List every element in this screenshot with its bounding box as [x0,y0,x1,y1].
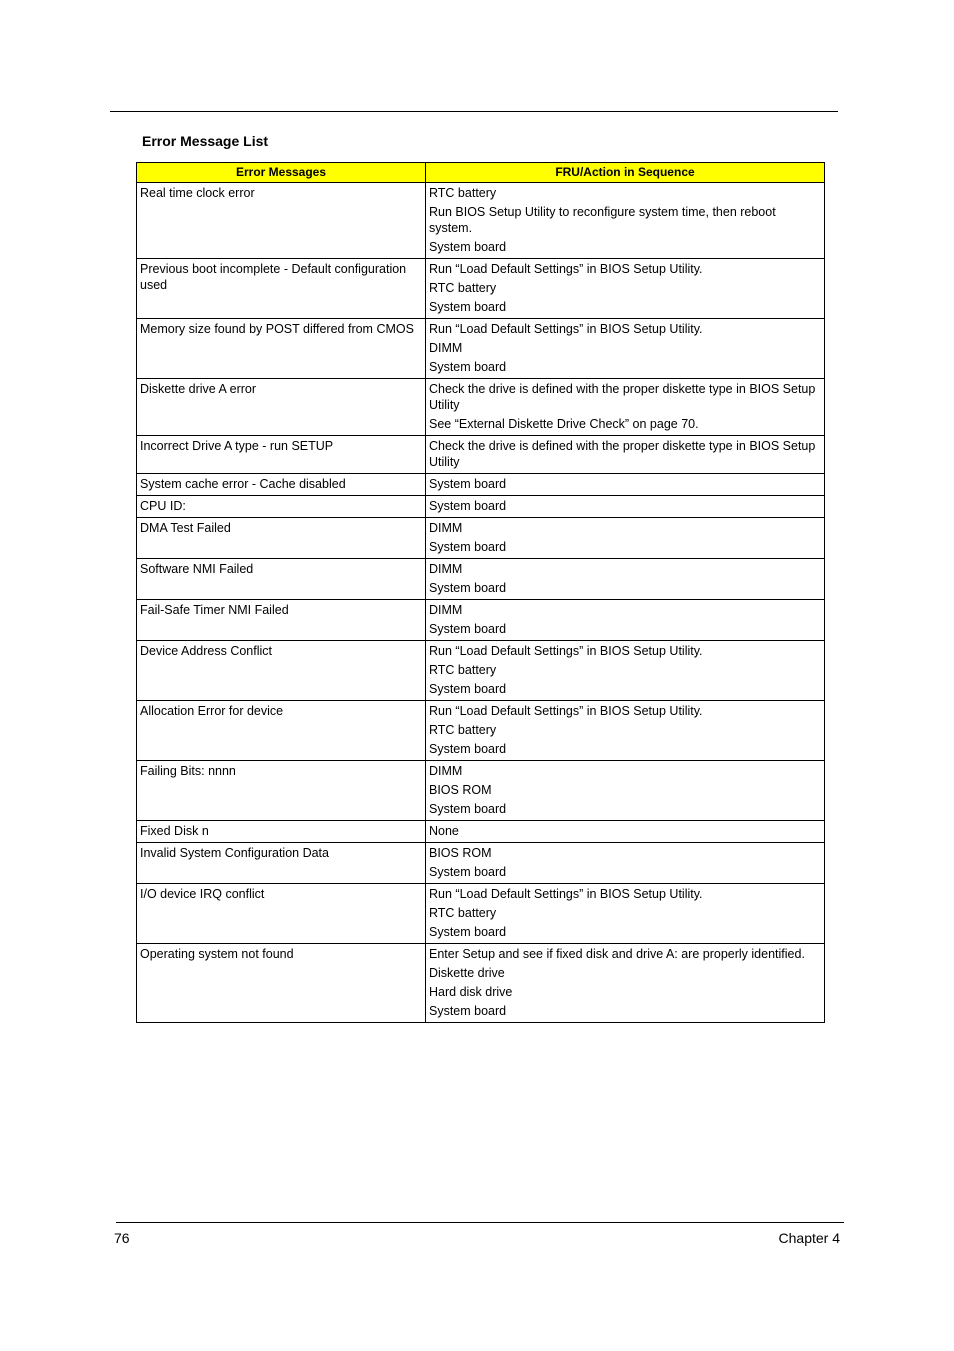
table-row [137,559,825,600]
fru-action-item: DIMM [429,764,463,778]
chapter-label: Chapter 4 [778,1230,840,1246]
table-row [137,474,825,496]
table-row [137,641,825,701]
table-row [137,518,825,559]
fru-action-cell [426,518,825,559]
error-message-text: Real time clock error [140,186,255,200]
fru-action-item: DIMM [429,562,463,576]
fru-action-item: None [429,824,459,838]
error-message-text: Incorrect Drive A type - run SETUP [140,439,334,453]
error-message-text: Operating system not found [140,947,294,961]
table-body [137,183,825,1023]
fru-action-cell [426,944,825,1023]
table-row [137,884,825,944]
table-row [137,496,825,518]
error-message-cell [137,259,426,319]
fru-action-cell [426,474,825,496]
page-number: 76 [114,1230,130,1246]
table-row [137,761,825,821]
fru-action-item: Run BIOS Setup Utility to reconfigure system time, then reboot system. [429,205,776,235]
fru-action-item: BIOS ROM [429,846,492,860]
error-message-cell [137,821,426,843]
fru-action-cell [426,436,825,474]
error-message-cell [137,600,426,641]
fru-action-item: Hard disk drive [429,985,513,999]
fru-action-item: Diskette drive [429,966,505,980]
column-header-fru-action: FRU/Action in Sequence [426,163,825,183]
fru-action-cell [426,183,825,259]
error-message-text: Software NMI Failed [140,562,254,576]
fru-action-item: DIMM [429,603,463,617]
error-message-text: Fixed Disk n [140,824,209,838]
fru-action-item: Run “Load Default Settings” in BIOS Setup Utility. [429,644,703,658]
error-message-text: Diskette drive A error [140,382,257,396]
fru-action-cell [426,496,825,518]
table-row [137,183,825,259]
fru-action-item: System board [429,622,507,636]
header-rule [110,111,838,112]
error-message-cell [137,474,426,496]
fru-action-item: System board [429,1004,507,1018]
table-row [137,319,825,379]
error-message-cell [137,761,426,821]
fru-action-item: Enter Setup and see if fixed disk and drive A: are properly identified. [429,947,805,961]
error-message-cell [137,436,426,474]
error-message-text: Previous boot incomplete - Default configuration used [140,262,407,292]
fru-action-item: System board [429,802,507,816]
fru-action-item: RTC battery [429,906,497,920]
error-message-cell [137,884,426,944]
error-message-text: Allocation Error for device [140,704,284,718]
fru-action-item: System board [429,742,507,756]
fru-action-cell [426,600,825,641]
fru-action-item: RTC battery [429,186,497,200]
error-message-cell [137,843,426,884]
fru-action-item: Check the drive is defined with the proper diskette type in BIOS Setup Utility [429,382,816,412]
error-message-text: CPU ID: [140,499,186,513]
error-message-text: DMA Test Failed [140,521,231,535]
table-row [137,600,825,641]
fru-action-cell [426,761,825,821]
fru-action-item: BIOS ROM [429,783,492,797]
fru-action-item: RTC battery [429,723,497,737]
error-message-text: Invalid System Configuration Data [140,846,329,860]
fru-action-item: System board [429,865,507,879]
fru-action-item: System board [429,240,507,254]
table-row [137,259,825,319]
error-message-text: Memory size found by POST differed from CMOS [140,322,414,336]
fru-action-item: RTC battery [429,281,497,295]
fru-action-cell [426,319,825,379]
error-message-text: Device Address Conflict [140,644,273,658]
fru-action-item: System board [429,682,507,696]
fru-action-cell [426,641,825,701]
error-message-cell [137,559,426,600]
fru-action-item: System board [429,477,507,491]
footer-rule [116,1222,844,1223]
error-message-cell [137,496,426,518]
fru-action-cell [426,821,825,843]
fru-action-item: System board [429,300,507,314]
error-message-cell [137,183,426,259]
section-title: Error Message List [142,133,269,149]
fru-action-cell [426,843,825,884]
fru-action-item: See “External Diskette Drive Check” on page 70. [429,417,699,431]
error-message-cell [137,319,426,379]
fru-action-item: System board [429,925,507,939]
fru-action-cell [426,379,825,436]
table-row [137,944,825,1023]
error-message-cell [137,944,426,1023]
table-header-row [137,163,825,183]
error-message-text: Fail-Safe Timer NMI Failed [140,603,289,617]
error-message-cell [137,518,426,559]
error-message-text: Failing Bits: nnnn [140,764,236,778]
error-message-cell [137,379,426,436]
error-message-table [136,162,825,1023]
error-message-cell [137,641,426,701]
table-row [137,379,825,436]
error-message-text: I/O device IRQ conflict [140,887,265,901]
error-message-cell [137,701,426,761]
fru-action-cell [426,701,825,761]
fru-action-cell [426,884,825,944]
fru-action-cell [426,259,825,319]
fru-action-item: Run “Load Default Settings” in BIOS Setup Utility. [429,262,703,276]
fru-action-item: DIMM [429,521,463,535]
fru-action-item: Run “Load Default Settings” in BIOS Setup Utility. [429,322,703,336]
table-row [137,701,825,761]
fru-action-item: System board [429,540,507,554]
fru-action-item: DIMM [429,341,463,355]
fru-action-item: System board [429,581,507,595]
fru-action-item: System board [429,499,507,513]
fru-action-item: RTC battery [429,663,497,677]
table-row [137,821,825,843]
fru-action-item: Run “Load Default Settings” in BIOS Setup Utility. [429,887,703,901]
error-message-text: System cache error - Cache disabled [140,477,346,491]
fru-action-item: System board [429,360,507,374]
fru-action-cell [426,559,825,600]
table-row [137,843,825,884]
fru-action-item: Run “Load Default Settings” in BIOS Setup Utility. [429,704,703,718]
column-header-error-messages: Error Messages [137,163,426,183]
table-row [137,436,825,474]
fru-action-item: Check the drive is defined with the proper diskette type in BIOS Setup Utility [429,439,816,469]
